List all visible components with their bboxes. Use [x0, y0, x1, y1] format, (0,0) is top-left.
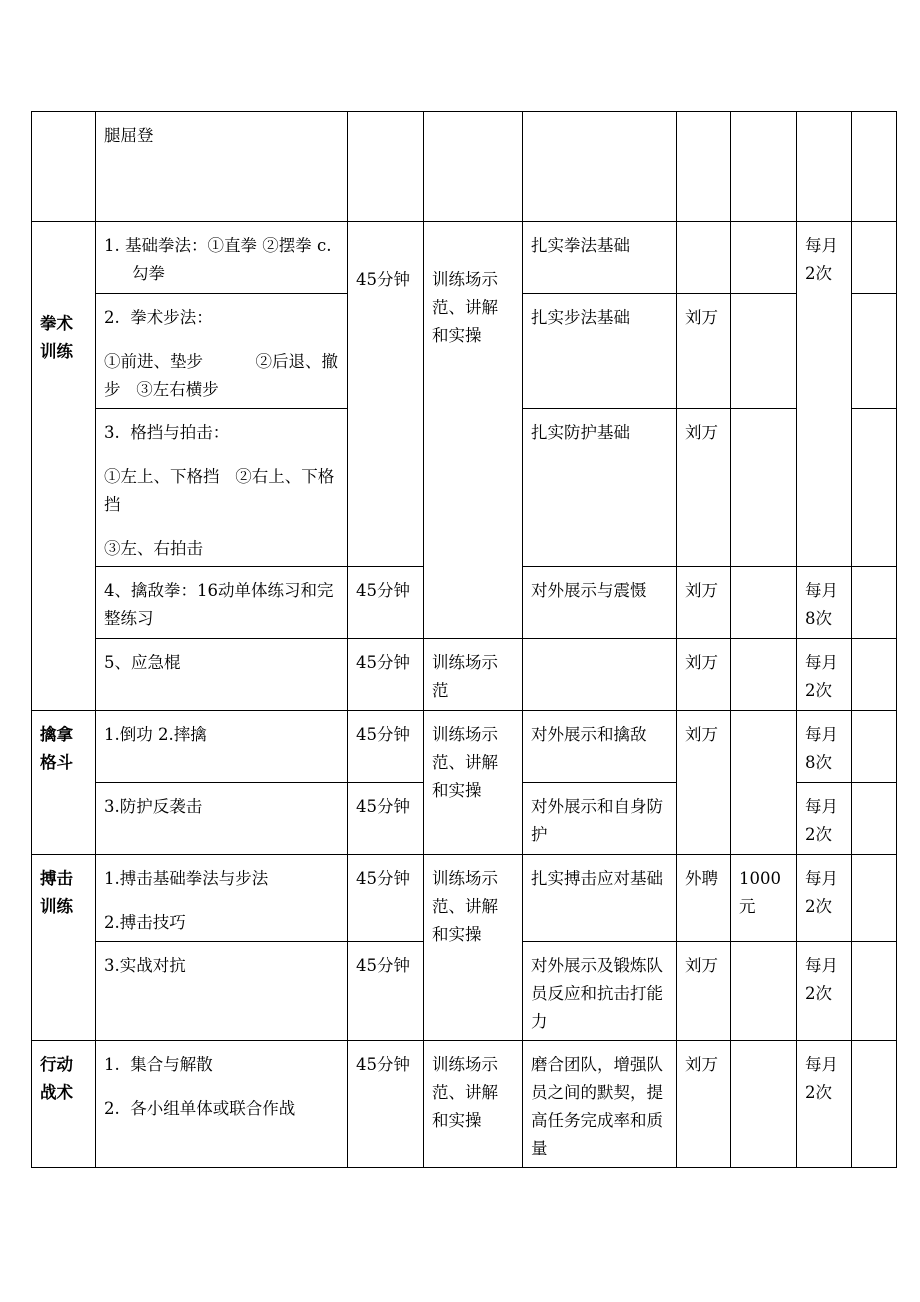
frequency-cell: 每月2次: [797, 855, 852, 942]
content-cell: 1.搏击基础拳法与步法 2.搏击技巧: [96, 855, 348, 942]
content-cell: 4、擒敌拳：16动单体练习和完整练习: [96, 567, 348, 639]
content-cell: 3. 格挡与拍击： ①左上、下格挡 ②右上、下格挡 ③左、右拍击: [96, 409, 348, 567]
trainer-cell: 刘万: [677, 942, 731, 1041]
category-cell: 搏击训练: [32, 855, 96, 1041]
content-cell: 5、应急棍: [96, 639, 348, 711]
goal-cell: 对外展示与震慑: [523, 567, 677, 639]
category-cell: 擒拿格斗: [32, 711, 96, 855]
goal-cell: 扎实拳法基础: [523, 222, 677, 294]
goal-cell: 对外展示和擒敌: [523, 711, 677, 783]
table-row: [32, 1041, 897, 1168]
content-cell: 腿屈登: [96, 112, 348, 222]
frequency-cell: 每月2次: [797, 783, 852, 855]
duration-cell: 45分钟: [348, 711, 424, 783]
table-row: [32, 711, 897, 783]
trainer-cell: 刘万: [677, 639, 731, 711]
goal-cell: 对外展示及锻炼队员反应和抗击打能力: [523, 942, 677, 1041]
goal-cell: 扎实防护基础: [523, 409, 677, 567]
frequency-cell: 每月8次: [797, 711, 852, 783]
duration-cell: 45分钟: [348, 567, 424, 639]
frequency-cell: 每月2次: [797, 1041, 852, 1168]
category-cell: 拳术训练: [32, 222, 96, 711]
content-cell: 3.防护反袭击: [96, 783, 348, 855]
category-cell: [32, 112, 96, 222]
table-row: [32, 855, 897, 942]
category-cell: 行动战术: [32, 1041, 96, 1168]
trainer-cell: 刘万: [677, 1041, 731, 1168]
goal-cell: 扎实步法基础: [523, 294, 677, 409]
table-row: [32, 222, 897, 294]
duration-cell: 45分钟: [348, 783, 424, 855]
duration-cell: 45分钟: [348, 855, 424, 942]
content-cell: 1. 基础拳法：①直拳 ②摆拳 c.勾拳: [96, 222, 348, 294]
content-cell: 1.倒功 2.摔擒: [96, 711, 348, 783]
method-cell: 训练场示范: [424, 639, 523, 711]
frequency-cell: 每月8次: [797, 567, 852, 639]
table-row: [32, 112, 897, 222]
table-row: [32, 639, 897, 711]
goal-cell: 扎实搏击应对基础: [523, 855, 677, 942]
method-cell: 训练场示范、讲解和实操: [424, 855, 523, 1041]
method-cell: 训练场示范、讲解和实操: [424, 711, 523, 855]
trainer-cell: 刘万: [677, 409, 731, 567]
goal-cell: 对外展示和自身防护: [523, 783, 677, 855]
method-cell: 训练场示范、讲解和实操: [424, 222, 523, 639]
frequency-cell: 每月2次: [797, 942, 852, 1041]
trainer-cell: 刘万: [677, 294, 731, 409]
trainer-cell: 刘万: [677, 567, 731, 639]
content-cell: 3.实战对抗: [96, 942, 348, 1041]
duration-cell: 45分钟: [348, 639, 424, 711]
content-cell: 1. 集合与解散 2. 各小组单体或联合作战: [96, 1041, 348, 1168]
duration-cell: 45分钟: [348, 222, 424, 567]
duration-cell: 45分钟: [348, 1041, 424, 1168]
frequency-cell: 每月2次: [797, 639, 852, 711]
content-cell: 2. 拳术步法： ①前进、垫步 ②后退、撤步 ③左右横步: [96, 294, 348, 409]
trainer-cell: 刘万: [677, 711, 731, 855]
frequency-cell: 每月2次: [797, 222, 852, 567]
trainer-cell: 外聘: [677, 855, 731, 942]
method-cell: 训练场示范、讲解和实操: [424, 1041, 523, 1168]
duration-cell: 45分钟: [348, 942, 424, 1041]
goal-cell: 磨合团队，增强队员之间的默契，提高任务完成率和质量: [523, 1041, 677, 1168]
cost-cell: 1000元: [731, 855, 797, 942]
training-schedule-table: [31, 111, 897, 1168]
